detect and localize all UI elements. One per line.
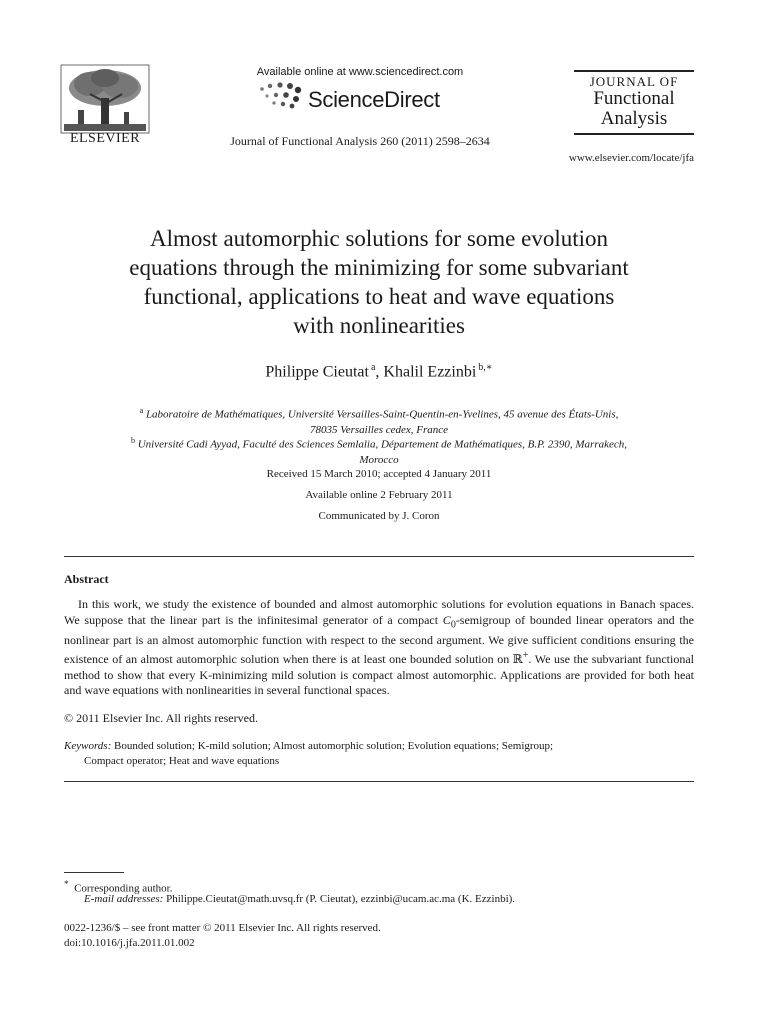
keywords xyxy=(64,739,694,768)
keywords-label: Keywords: xyxy=(64,740,112,752)
footnote-rule xyxy=(64,872,124,873)
email-label: E-mail addresses: xyxy=(84,893,164,905)
author-affil-mark: b,∗ xyxy=(478,362,493,373)
abstract-text: In this work, we study the existence of bounded and almost automorphic solutions for evolution equations in Banach spaces. We suppose that the linear part is the infinitesimal generator of a compact xyxy=(64,597,694,627)
affiliation-mark: b xyxy=(130,436,135,445)
communicated-by: Communicated by J. Coron xyxy=(318,510,440,522)
article-title xyxy=(64,224,694,340)
email-addresses[interactable]: Philippe.Cieutat@math.uvsq.fr (P. Cieutat), ezzinbi@ucam.ac.ma (K. Ezzinbi). xyxy=(163,893,516,905)
author-name: Khalil Ezzinbi xyxy=(383,363,477,381)
affiliation-line: Laboratoire de Mathématiques, Université Versailles-Saint-Quentin-en-Yvelines, 45 avenue des États-Unis, xyxy=(145,408,619,421)
title-line: equations through the minimizing for some subvariant xyxy=(129,255,629,280)
title-line: Almost automorphic solutions for some evolution xyxy=(149,226,609,251)
c0-subscript: 0 xyxy=(450,618,456,630)
abstract-copyright: © 2011 Elsevier Inc. All rights reserved. xyxy=(64,711,258,725)
elsevier-tree-icon xyxy=(60,64,150,134)
doi-line[interactable]: doi:10.1016/j.jfa.2011.01.002 xyxy=(64,937,195,949)
affiliation-b xyxy=(64,433,694,468)
c0-symbol: C xyxy=(442,612,451,627)
brand-bottom-rule xyxy=(574,133,694,135)
affiliation-mark: a xyxy=(139,406,144,415)
brand-top-rule xyxy=(574,70,694,72)
author-list xyxy=(64,362,694,381)
title-line: functional, applications to heat and wave equations xyxy=(143,284,615,309)
author-affil-mark: a xyxy=(370,362,376,373)
plus-superscript: + xyxy=(522,650,529,662)
affiliation-line: 78035 Versailles cedex, France xyxy=(309,423,449,436)
received-date: Received 15 March 2010; accepted 4 January 2011 xyxy=(266,468,492,480)
sciencedirect-wordmark: ScienceDirect xyxy=(308,87,440,112)
journal-brand-line1: JOURNAL OF xyxy=(589,74,679,89)
abstract-text: . We use the subvariant functional method to show that every K-minimizing mild solution is compact almost automorphic. Applications are provided for both heat and wave equations with nonlinearities in several functional spaces. xyxy=(64,652,694,698)
author-separator: , xyxy=(375,363,384,381)
divider-top xyxy=(64,556,694,557)
issn-line: 0022-1236/$ – see front matter © 2011 Elsevier Inc. All rights reserved. xyxy=(64,922,381,934)
footnote-mark: * xyxy=(64,879,69,889)
footnote-emails xyxy=(64,892,714,907)
journal-brand xyxy=(572,70,696,135)
title-line: with nonlinearities xyxy=(293,313,465,338)
sciencedirect-dots-icon xyxy=(256,80,306,110)
abstract-text: -semigroup of bounded linear operators and the nonlinear part is an almost automorphic function with respect to the second argument. We give sufficient conditions ensuring the existence of an almost automorphic solution when there is at least one bounded solution on ℝ xyxy=(64,612,694,667)
keywords-line: Compact operator; Heat and wave equations xyxy=(84,754,280,767)
footnote-text: Corresponding author. xyxy=(74,882,173,895)
author-name: Philippe Cieutat xyxy=(265,363,369,381)
journal-brand-line3: Analysis xyxy=(600,108,668,129)
affiliation-line: Morocco xyxy=(359,453,399,466)
abstract-body xyxy=(64,597,694,699)
available-online-text: Available online at www.sciencedirect.com xyxy=(256,66,464,78)
journal-reference: Journal of Functional Analysis 260 (2011) 2598–2634 xyxy=(230,134,490,148)
available-date: Available online 2 February 2011 xyxy=(305,489,453,501)
abstract-heading: Abstract xyxy=(64,572,109,586)
publisher-name: ELSEVIER xyxy=(69,131,141,146)
divider-bottom xyxy=(64,781,694,782)
affiliation-line: Université Cadi Ayyad, Faculté des Sciences Semlalia, Département de Mathématiques, B.P. 2390, Marrakech, xyxy=(137,438,628,451)
journal-brand-line2: Functional xyxy=(593,88,675,109)
elsevier-logo xyxy=(60,64,150,148)
journal-url-link[interactable]: www.elsevier.com/locate/jfa xyxy=(568,152,694,164)
keywords-line: Bounded solution; K-mild solution; Almost automorphic solution; Evolution equations; Semigroup; xyxy=(111,740,554,752)
